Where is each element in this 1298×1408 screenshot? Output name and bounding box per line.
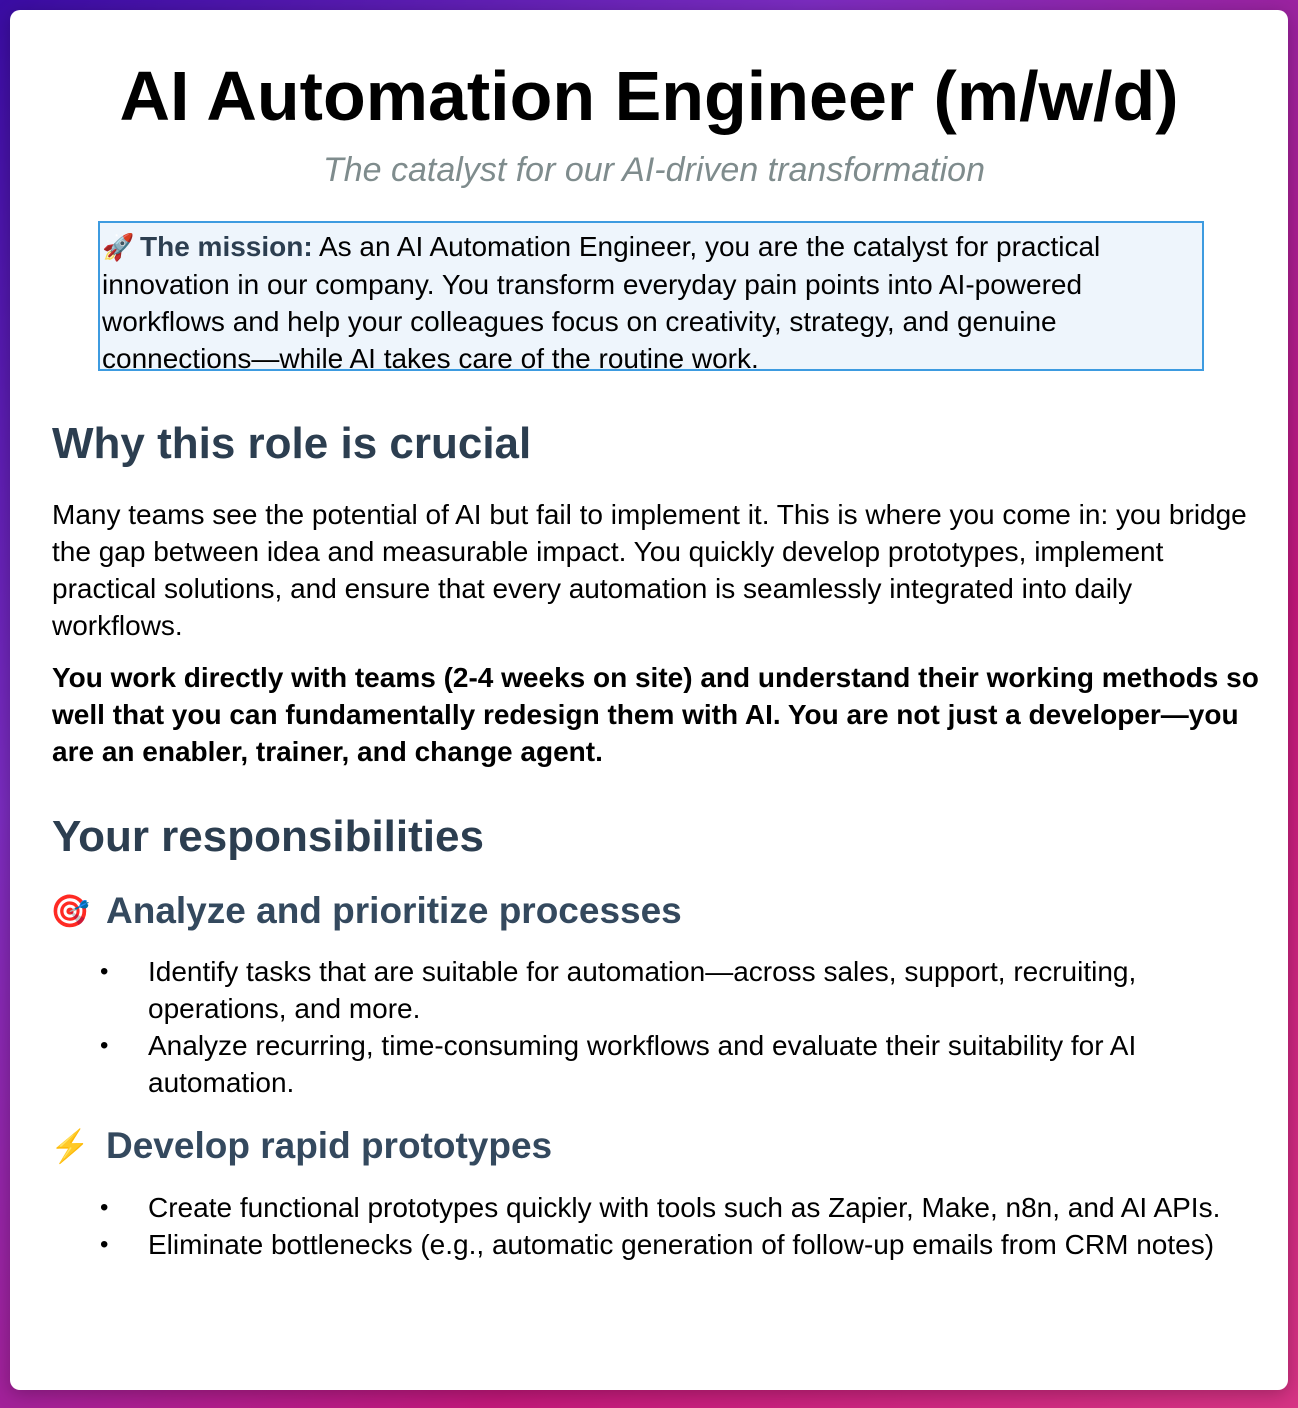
- bullet-icon: •: [100, 1032, 109, 1059]
- bullet-icon: •: [100, 1194, 109, 1221]
- bullet-icon: •: [100, 1231, 109, 1258]
- group-title: Analyze and prioritize processes: [106, 890, 682, 931]
- page-subtitle: The catalyst for our AI-driven transformation: [322, 151, 985, 189]
- target-icon: 🎯: [50, 893, 90, 929]
- why-paragraph: Many teams see the potential of AI but fail to implement it. This is where you come in: you bridge the gap between idea and measurable impact. You quickly develop prototypes, implement practical solutions, and ensure that every automation is seamlessly integrated into daily workflows.: [52, 499, 1247, 641]
- list-item-text: Identify tasks that are suitable for automation—across sales, support, recruiting, operations, and more.: [148, 956, 1137, 1024]
- lightning-icon: ⚡: [50, 1128, 90, 1164]
- mission-text: As an AI Automation Engineer, you are the catalyst for practical innovation in our company. You transform everyday pain points into AI-powered workflows and help your colleagues focus on creativity, strategy, and genuine connections—while AI takes care of the routine work.: [102, 231, 1101, 374]
- list-item: [10, 1226, 1288, 1263]
- document-card: [10, 10, 1288, 1390]
- why-emphasis: You work directly with teams (2-4 weeks on site) and understand their working methods so well that you can fundamentally redesign them with AI. You are not just a developer—you are an enabler, trainer, and change agent.: [52, 662, 1259, 767]
- list-item: [10, 953, 1288, 1027]
- list-item-text: Analyze recurring, time-consuming workflows and evaluate their suitability for AI automation.: [148, 1030, 1137, 1098]
- mission-label: The mission:: [140, 231, 313, 262]
- why-heading: Why this role is crucial: [52, 419, 532, 468]
- list-item-text: Eliminate bottlenecks (e.g., automatic generation of follow-up emails from CRM notes): [148, 1229, 1215, 1260]
- group-title: Develop rapid prototypes: [106, 1125, 553, 1166]
- group-heading-prototypes: [50, 1124, 552, 1168]
- rocket-icon: 🚀: [102, 232, 135, 262]
- list-item: [10, 1189, 1288, 1226]
- mission-callout: [98, 221, 1204, 374]
- page-title: AI Automation Engineer (m/w/d): [119, 57, 1179, 135]
- bullet-icon: •: [100, 958, 109, 985]
- list-item-text: Create functional prototypes quickly with tools such as Zapier, Make, n8n, and AI APIs.: [148, 1192, 1221, 1223]
- prototypes-list: [10, 1189, 1288, 1263]
- responsibilities-heading: Your responsibilities: [52, 812, 484, 861]
- list-item: [10, 1027, 1288, 1101]
- group-heading-analyze: [50, 889, 682, 933]
- analyze-list: [10, 953, 1288, 1101]
